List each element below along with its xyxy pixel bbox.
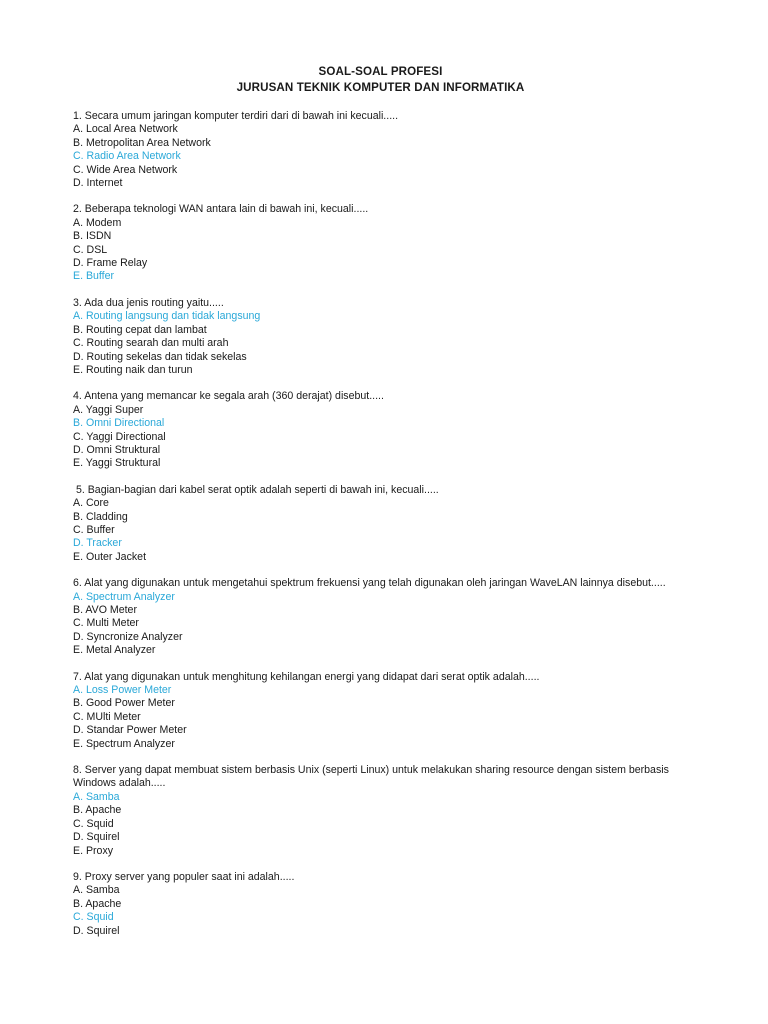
answer-option: D. Omni Struktural xyxy=(73,443,161,456)
answer-option: C. Routing searah dan multi arah xyxy=(73,337,229,350)
answer-option: B. AVO Meter xyxy=(73,604,137,616)
answer-option: B. ISDN xyxy=(73,230,112,243)
answer-option-correct: E. Buffer xyxy=(73,270,115,283)
question-text: 2. Beberapa teknologi WAN antara lain di bawah ini, kecuali..... xyxy=(73,203,369,216)
document-title-block xyxy=(73,64,688,96)
answer-option: E. Metal Analyzer xyxy=(73,644,156,657)
answer-option: C. Squid xyxy=(73,817,114,830)
answer-option: B. Good Power Meter xyxy=(73,697,175,710)
answer-option-correct: B. Omni Directional xyxy=(73,417,165,430)
question-text: 7. Alat yang digunakan untuk menghitung kehilangan energi yang didapat dari serat optik adalah..... xyxy=(73,670,540,683)
question-1 xyxy=(73,110,728,190)
question-text: 8. Server yang dapat membuat sistem berbasis Unix (seperti Linux) untuk melakukan sharing resource dengan sistem berbasis Windows adalah..... xyxy=(73,764,672,790)
answer-option: B. Apache xyxy=(73,897,122,910)
answer-option: C. Wide Area Network xyxy=(73,163,178,176)
question-7 xyxy=(73,671,728,751)
answer-option: D. Squirel xyxy=(73,924,120,937)
answer-option: E. Proxy xyxy=(73,844,114,857)
answer-option-correct: A. Loss Power Meter xyxy=(73,684,172,697)
answer-option-correct: A. Samba xyxy=(73,790,120,803)
answer-option-correct: C. Squid xyxy=(73,911,114,924)
question-text: 4. Antena yang memancar ke segala arah (360 derajat) disebut..... xyxy=(73,390,384,403)
answer-option: A. Core xyxy=(73,497,109,510)
question-4 xyxy=(73,390,728,470)
answer-option: E. Routing naik dan turun xyxy=(73,363,193,376)
question-3 xyxy=(73,297,728,377)
answer-option: D. Internet xyxy=(73,177,123,190)
answer-option: B. Cladding xyxy=(73,510,128,523)
question-list xyxy=(73,110,728,938)
answer-option: E. Outer Jacket xyxy=(73,550,147,563)
answer-option: C. Multi Meter xyxy=(73,617,139,630)
question-2 xyxy=(73,203,728,283)
answer-option: D. Squirel xyxy=(73,831,120,844)
answer-option: E. Yaggi Struktural xyxy=(73,457,161,470)
question-text: 6. Alat yang digunakan untuk mengetahui spektrum frekuensi yang telah digunakan oleh jaringan WaveLAN lainnya disebut..... xyxy=(73,577,666,590)
answer-option: D. Syncronize Analyzer xyxy=(73,630,183,643)
answer-option: A. Yaggi Super xyxy=(73,403,144,416)
answer-option: C. DSL xyxy=(73,243,108,256)
answer-option: B. Apache xyxy=(73,804,122,817)
question-9 xyxy=(73,871,728,938)
document-subtitle: JURUSAN TEKNIK KOMPUTER DAN INFORMATIKA xyxy=(236,81,525,94)
question-text: 5. Bagian-bagian dari kabel serat optik adalah seperti di bawah ini, kecuali..... xyxy=(73,483,439,496)
question-6 xyxy=(73,577,728,657)
answer-option: C. Yaggi Directional xyxy=(73,430,166,443)
answer-option: D. Frame Relay xyxy=(73,257,148,270)
question-5 xyxy=(73,484,728,564)
document-title: SOAL-SOAL PROFESI xyxy=(318,65,443,78)
answer-option-correct: C. Radio Area Network xyxy=(73,150,181,163)
answer-option-correct: A. Routing langsung dan tidak langsung xyxy=(73,310,261,323)
answer-option-correct: A. Spectrum Analyzer xyxy=(73,590,175,603)
answer-option: C. MUlti Meter xyxy=(73,710,141,723)
answer-option: D. Standar Power Meter xyxy=(73,724,187,737)
answer-option: B. Metropolitan Area Network xyxy=(73,136,211,149)
answer-option: D. Routing sekelas dan tidak sekelas xyxy=(73,350,247,363)
answer-option: A. Samba xyxy=(73,884,120,897)
answer-option: A. Modem xyxy=(73,216,122,229)
question-8 xyxy=(73,764,728,858)
answer-option: A. Local Area Network xyxy=(73,123,178,136)
question-text: 3. Ada dua jenis routing yaitu..... xyxy=(73,296,224,309)
question-text: 1. Secara umum jaringan komputer terdiri dari di bawah ini kecuali..... xyxy=(73,110,399,122)
answer-option-correct: D. Tracker xyxy=(73,537,122,550)
answer-option: C. Buffer xyxy=(73,523,115,536)
answer-option: B. Routing cepat dan lambat xyxy=(73,323,207,336)
question-text: 9. Proxy server yang populer saat ini adalah..... xyxy=(73,870,295,883)
answer-option: E. Spectrum Analyzer xyxy=(73,737,175,750)
